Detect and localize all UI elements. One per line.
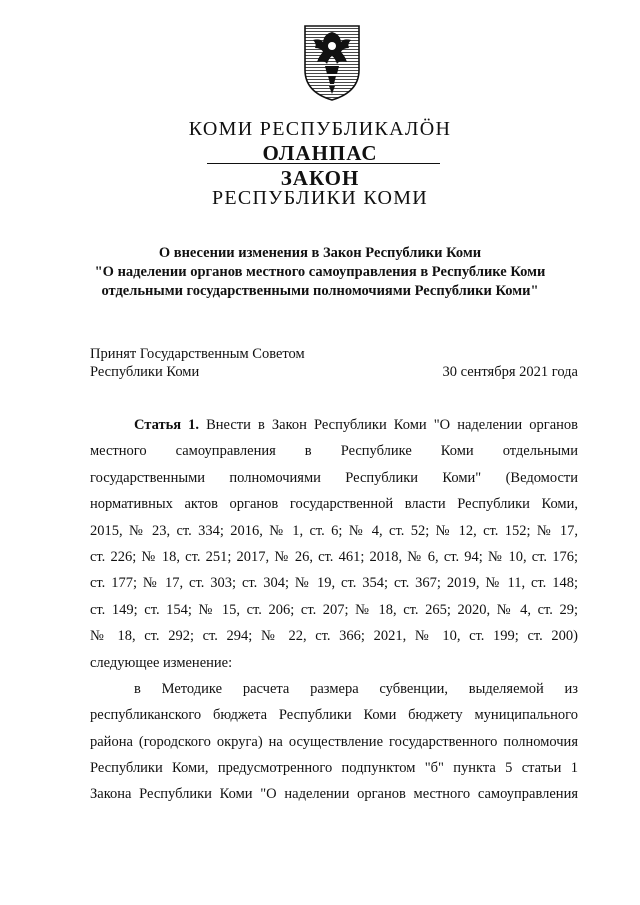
article-text-line: государственными полномочиями Республики Коми" (Ведомости	[90, 469, 578, 486]
adoption-date: 30 сентября 2021 года	[442, 364, 578, 380]
article-text-line: следующее изменение:	[90, 654, 233, 671]
adopted-by-line1: Принят Государственным Советом	[90, 346, 305, 362]
article-text-line: нормативных актов органов государственной власти Республики Коми,	[90, 496, 578, 513]
coat-of-arms-icon	[299, 18, 365, 102]
article-text-line: 2015, № 23, ст. 334; 2016, № 1, ст. 6; № 4, ст. 52; № 12, ст. 152; № 17,	[90, 522, 578, 539]
title-komi-respublikalon: КОМИ РЕСПУБЛИКАЛӦН	[188, 118, 452, 140]
law-name	[60, 244, 580, 301]
law-name-line: О внесении изменения в Закон Республики Коми	[158, 245, 482, 261]
paragraph-2-line: республиканского бюджета Республики Коми бюджету муниципального	[90, 707, 578, 724]
adopted-by-line2: Республики Коми	[90, 364, 200, 380]
article-text-line: местного самоуправления в Республике Коми отдельными	[90, 443, 578, 460]
title-zakon: ЗАКОН	[280, 166, 360, 190]
article-text: Внести в Закон Республики Коми "О наделении органов	[206, 417, 578, 433]
paragraph-2-line: района (городского округа) на осуществление государственного полномочия	[90, 733, 578, 750]
article-text-line: ст. 226; № 18, ст. 251; 2017, № 26, ст. 461; 2018, № 6, ст. 94; № 10, ст. 176;	[90, 548, 578, 565]
article-label: Статья 1.	[134, 417, 200, 433]
article-text-line: ст. 177; № 17, ст. 303; ст. 304; № 19, ст. 354; ст. 367; 2019, № 11, ст. 148;	[90, 575, 578, 592]
article-1-first-line	[90, 412, 578, 438]
paragraph-2-line: Республики Коми, предусмотренного подпунктом "б" пункта 5 статьи 1	[90, 760, 578, 777]
article-text-line: № 18, ст. 292; ст. 294; № 22, ст. 366; 2021, № 10, ст. 199; ст. 200)	[90, 628, 578, 645]
law-name-line: "О наделении органов местного самоуправления в Республике Коми	[94, 264, 546, 280]
paragraph-2-line: Закона Республики Коми "О наделении органов местного самоуправления	[90, 786, 578, 803]
title-respubliki-komi: РЕСПУБЛИКИ КОМИ	[211, 187, 429, 209]
paragraph-2-line: в Методике расчета размера субвенции, выделяемой из	[134, 680, 578, 697]
title-olanpas: ОЛАНПАС	[262, 141, 378, 165]
title-divider	[207, 163, 440, 164]
coat-of-arms-emblem	[299, 18, 365, 102]
article-text-line: ст. 149; ст. 154; № 15, ст. 206; ст. 207; № 18, ст. 265; 2020, № 4, ст. 29;	[90, 601, 578, 618]
law-name-line: отдельными государственными полномочиями Республики Коми"	[101, 283, 539, 299]
article-1	[90, 412, 578, 808]
